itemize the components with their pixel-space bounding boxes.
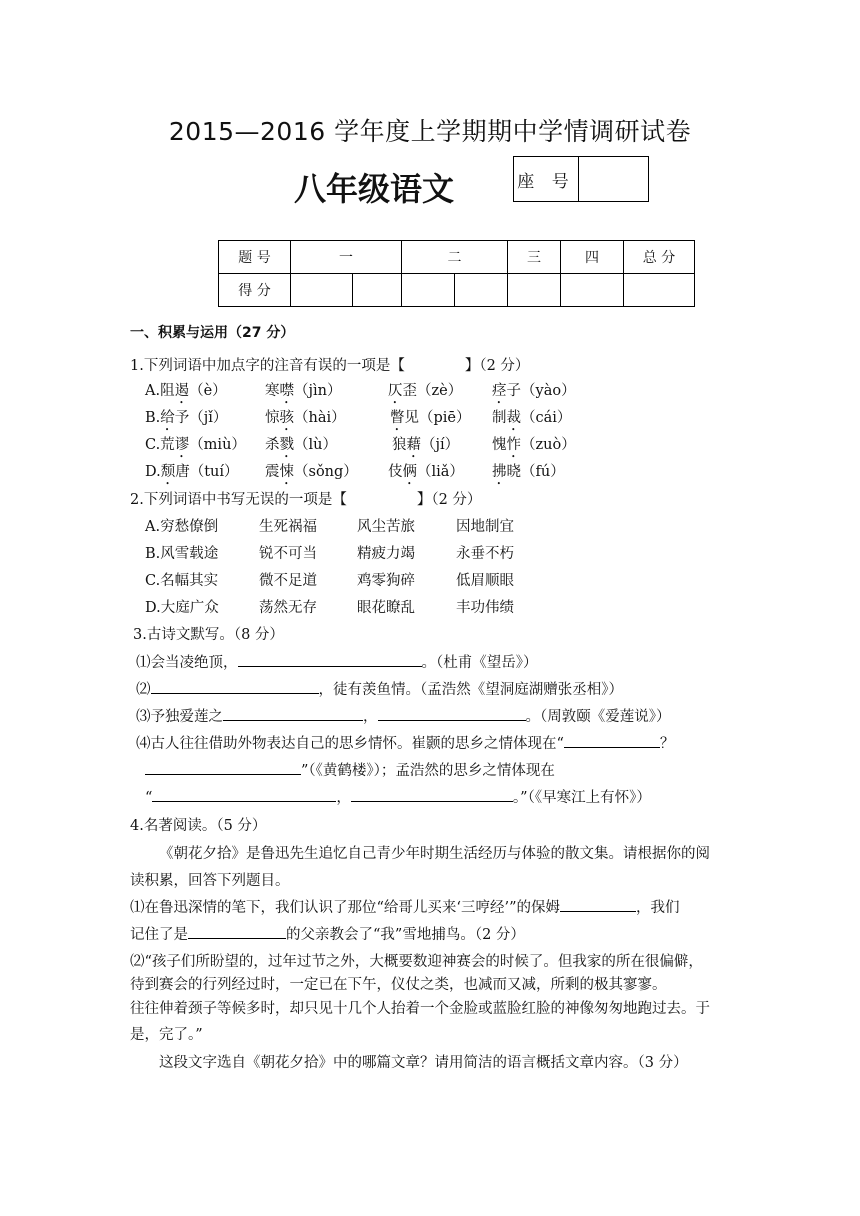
pinyin: （jìn）	[294, 383, 342, 399]
pinyin: （cái）	[521, 410, 572, 426]
q2-option-word: 丰功伟绩	[456, 600, 514, 616]
exam-subtitle: 八年级语文	[294, 170, 455, 208]
poem-source: 。”（《早寒江上有怀》）	[512, 790, 651, 806]
q2-option-word: 生死祸福	[259, 519, 317, 535]
dotted-char: 骇	[279, 410, 294, 426]
q1-option-a-word4	[492, 378, 576, 407]
q1-option-a-word2	[265, 378, 341, 407]
pinyin: （zuò）	[521, 437, 576, 453]
q2-option-word: 锐不可当	[259, 546, 317, 562]
score-cell[interactable]	[508, 274, 561, 307]
q3-line-2	[136, 677, 623, 703]
option-letter: A.	[145, 383, 161, 399]
poem-answer-blank[interactable]	[351, 785, 513, 802]
poem-answer-blank[interactable]	[378, 704, 526, 721]
q3-line-4	[136, 731, 674, 757]
option-char: 阻	[160, 383, 175, 399]
option-char: 唐（tuí）	[175, 464, 239, 480]
score-table-header-row	[219, 241, 695, 274]
q3-line-3	[136, 704, 671, 730]
option-char: 伎	[388, 464, 403, 480]
reading-intro: 读积累，回答下列题目。	[130, 873, 290, 889]
answer-bracket-blank[interactable]	[405, 354, 465, 370]
option-char: 寒	[265, 383, 280, 399]
dotted-char: 裁	[506, 410, 521, 426]
answer-blank[interactable]	[188, 922, 286, 939]
question-text: 的父亲教会了“我”雪地捕鸟。（2 分）	[286, 927, 525, 943]
answer-bracket-blank[interactable]	[347, 488, 417, 504]
q3-line-1	[136, 650, 538, 676]
poem-source: 。（杜甫《望岳》）	[421, 655, 538, 671]
poem-source: ”（《黄鹤楼》）；孟浩然的思乡之情体现在	[301, 763, 555, 779]
option-char: 晓（fú）	[506, 464, 565, 480]
question-2-stem	[130, 487, 481, 513]
poem-text: “	[145, 790, 153, 806]
q1-option-b-word4	[492, 405, 571, 434]
seat-number-box	[513, 156, 649, 202]
score-header-cell: 一	[291, 241, 402, 274]
pinyin: （hài）	[294, 410, 346, 426]
exam-title: 2015—2016 学年度上学期期中学情调研试卷	[168, 117, 692, 146]
poem-text: ⑷古人往往借助外物表达自己的思乡情怀。崔颢的思乡之情体现在“	[136, 736, 564, 752]
question-stem-text: 1.下列词语中加点字的注音有误的一项是【	[130, 358, 405, 374]
poem-answer-blank[interactable]	[238, 650, 422, 667]
q1-option-c	[145, 432, 246, 461]
dotted-char: 仄	[388, 383, 403, 399]
dotted-char: 痉	[492, 383, 507, 399]
pinyin: （jí）	[421, 437, 460, 453]
question-4-stem: 4.名著阅读。（5 分）	[130, 818, 267, 834]
question-text: 记住了是	[130, 927, 188, 943]
q2-option-word: 荡然无存	[259, 600, 317, 616]
pinyin: （miù）	[189, 437, 246, 453]
q2-option-word: A.穷愁僚倒	[145, 519, 219, 535]
q2-option-word: 低眉顺眼	[456, 573, 514, 589]
question-stem-text: 】（2 分）	[464, 358, 530, 374]
score-table	[218, 240, 695, 307]
option-char: 予（jǐ）	[174, 410, 228, 426]
q2-option-word: 微不足道	[259, 573, 317, 589]
dotted-char: 瞥	[390, 410, 405, 426]
q2-option-word: B.风雪载途	[145, 546, 219, 562]
quoted-passage: 待到赛会的行列经过时，一定已在下午，仪仗之类，也减而又减，所剩的极其寥寥。	[130, 977, 667, 993]
q1-option-a	[145, 378, 227, 407]
question-text: ⑴在鲁迅深情的笔下，我们认识了那位“给哥儿买来‘三哼经’”的保姆	[130, 900, 561, 916]
option-char: C.荒	[145, 437, 175, 453]
dotted-char: 噤	[279, 383, 294, 399]
q1-option-d-word4	[492, 459, 565, 488]
q3-line-6	[145, 785, 651, 811]
q2-option-word: 永垂不朽	[456, 546, 514, 562]
score-cell[interactable]	[624, 274, 695, 307]
poem-text: ，	[363, 709, 378, 725]
score-cell[interactable]	[353, 274, 402, 307]
pinyin: （sǒng）	[294, 464, 358, 480]
dotted-char: 拂	[492, 464, 507, 480]
pinyin: （è）	[189, 383, 227, 399]
q1-option-c-word2	[265, 432, 337, 461]
poem-answer-blank[interactable]	[223, 704, 363, 721]
q1-option-b-word3	[390, 405, 471, 434]
dotted-char: 戮	[279, 437, 294, 453]
score-header-cell: 三	[508, 241, 561, 274]
quoted-passage: 是，完了。”	[130, 1027, 203, 1043]
score-row-label: 得 分	[219, 274, 291, 307]
option-char: 杀	[265, 437, 280, 453]
option-char: 制	[492, 410, 507, 426]
quoted-passage: 往往伸着颈子等候多时，却只见十几个人抬着一个金脸或蓝脸红脸的神像匆匆地跑过去。于	[130, 1001, 710, 1017]
q1-option-d	[145, 459, 239, 488]
score-cell[interactable]	[291, 274, 353, 307]
question-stem-text: 2.下列词语中书写无误的一项是【	[130, 492, 347, 508]
dotted-char: 悚	[279, 464, 294, 480]
poem-text: ⑴会当凌绝顶，	[136, 655, 238, 671]
question-3-stem: 3.古诗文默写。（8 分）	[133, 627, 284, 643]
option-letter: B.	[145, 410, 161, 426]
q2-option-word: D.大庭广众	[145, 600, 219, 616]
quoted-passage: ⑵“孩子们所盼望的，过年过节之外，大概要数迎神赛会的时候了。但我家的所在很偏僻，	[130, 954, 703, 970]
q1-option-d-word3	[388, 459, 464, 488]
q2-option-word: 眼花瞭乱	[357, 600, 415, 616]
section-heading: 一、积累与运用（27 分）	[130, 325, 295, 341]
q2-option-word: 鸡零狗碎	[357, 573, 415, 589]
dotted-char: 给	[160, 410, 175, 426]
score-cell[interactable]	[402, 274, 455, 307]
q1-option-a-word3	[388, 378, 462, 407]
option-char: 歪（zè）	[402, 383, 463, 399]
option-char: 见（piē）	[404, 410, 471, 426]
q2-option-word: C.名幅其实	[145, 573, 219, 589]
pinyin: （liǎ）	[417, 464, 464, 480]
poem-answer-blank[interactable]	[145, 758, 301, 775]
score-table-score-row	[219, 274, 695, 307]
score-header-cell: 总 分	[624, 241, 695, 274]
score-header-cell: 题 号	[219, 241, 291, 274]
q1-option-c-word3	[392, 432, 459, 461]
question-text: 这段文字选自《朝花夕拾》中的哪篇文章？请用简洁的语言概括文章内容。（3 分）	[159, 1055, 688, 1071]
answer-blank[interactable]	[560, 895, 636, 912]
option-char: 子（yào）	[506, 383, 576, 399]
poem-source: 。（周敦颐《爱莲说》）	[525, 709, 671, 725]
poem-text: ⑶予独爱莲之	[136, 709, 223, 725]
q1-option-c-word4	[492, 432, 576, 461]
dotted-char: 俩	[402, 464, 417, 480]
dotted-char: 怍	[506, 437, 521, 453]
poem-source: ，徒有羡鱼情。（孟浩然《望洞庭湖赠张丞相》）	[318, 682, 623, 698]
dotted-char: 谬	[174, 437, 190, 453]
q1-option-b	[145, 405, 227, 434]
pinyin: （lù）	[294, 437, 337, 453]
q3-line-5	[145, 758, 555, 784]
dotted-char: 遏	[174, 383, 190, 399]
question-text: ，我们	[636, 900, 680, 916]
poem-text: ，	[336, 790, 351, 806]
score-header-cell: 四	[561, 241, 624, 274]
question-stem-text: 】（2 分）	[416, 492, 482, 508]
poem-text: ⑵	[136, 682, 151, 698]
option-char: 惊	[265, 410, 280, 426]
poem-answer-blank[interactable]	[152, 785, 336, 802]
q1-option-d-word2	[265, 459, 358, 488]
poem-text: ？	[659, 736, 675, 752]
score-cell[interactable]	[561, 274, 624, 307]
q4-sub-1	[130, 895, 680, 921]
score-cell[interactable]	[455, 274, 508, 307]
seat-label: 座 号	[514, 157, 579, 201]
option-char: 愧	[492, 437, 507, 453]
poem-answer-blank[interactable]	[151, 677, 319, 694]
poem-answer-blank[interactable]	[564, 731, 660, 748]
seat-number-field[interactable]	[579, 157, 648, 201]
q1-option-b-word2	[265, 405, 346, 434]
option-char: 狼	[392, 437, 407, 453]
dotted-char: 颓	[160, 464, 176, 480]
q2-option-word: 精疲力竭	[357, 546, 415, 562]
q2-option-word: 因地制宜	[456, 519, 514, 535]
option-char: 震	[265, 464, 280, 480]
score-header-cell: 二	[402, 241, 508, 274]
q2-option-word: 风尘苦旅	[357, 519, 415, 535]
option-letter: D.	[145, 464, 161, 480]
q4-sub-1-cont	[130, 922, 525, 948]
dotted-char: 藉	[406, 437, 421, 453]
question-1-stem	[130, 353, 529, 379]
reading-intro: 《朝花夕拾》是鲁迅先生追忆自己青少年时期生活经历与体验的散文集。请根据你的阅	[159, 846, 710, 862]
